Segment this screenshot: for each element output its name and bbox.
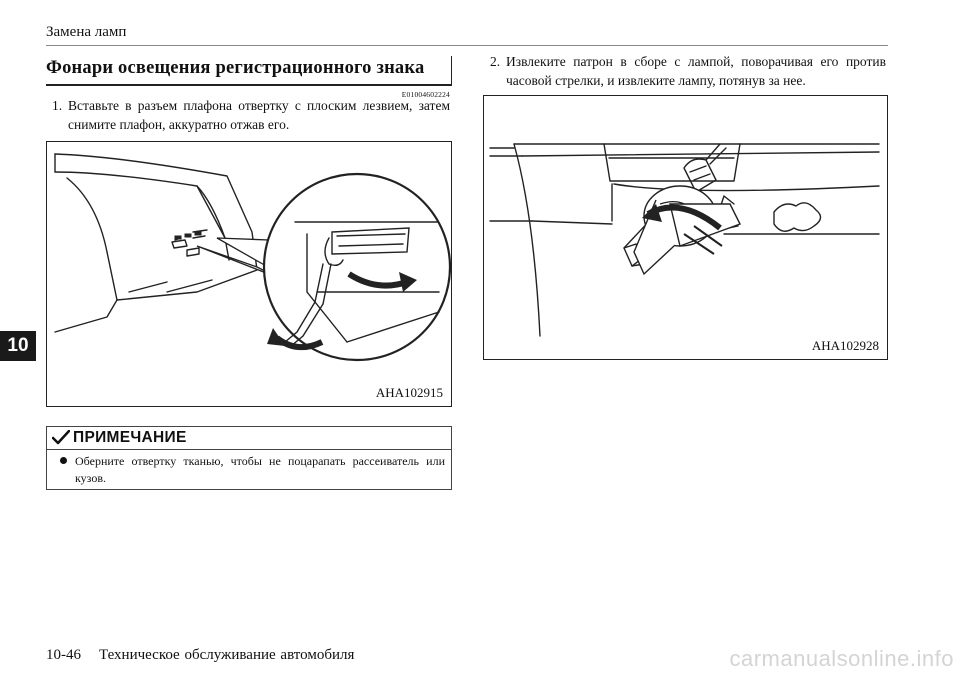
- note-title: ПРИМЕЧАНИЕ: [73, 429, 187, 446]
- section-title-underline: [46, 84, 452, 86]
- watermark: carmanualsonline.info: [729, 646, 954, 671]
- figure-socket-removal: [483, 95, 888, 360]
- step-2-text: Извлеките патрон в сборе с лампой, поворачивая его против часовой стрелки, и извлеките лампу, потянув за нее.: [506, 54, 886, 88]
- step-2-number: 2.: [490, 54, 501, 69]
- bulb-socket-illustration: [484, 96, 887, 359]
- page-footer: [46, 647, 354, 664]
- section-title-bracket: [451, 56, 452, 86]
- note-text: Оберните отвертку тканью, чтобы не поцарапать рассеиватель или кузов.: [75, 454, 445, 485]
- step-1-number: 1.: [52, 98, 63, 113]
- header-divider: [46, 45, 888, 46]
- page-number: 10-46: [46, 647, 81, 663]
- note-header: [47, 427, 451, 450]
- section-code: E01004602224: [401, 90, 450, 99]
- note-box: [46, 426, 452, 490]
- figure-2-code: AHA102928: [811, 338, 879, 353]
- section-title: Фонари освещения регистрационного знака: [46, 58, 425, 78]
- screwdriver-illustration: [47, 142, 451, 406]
- check-icon: [52, 430, 70, 445]
- running-title: Замена ламп: [46, 24, 127, 40]
- footer-title: Техническое обслуживание автомобиля: [99, 647, 355, 663]
- bullet-icon: [60, 457, 67, 464]
- figure-1-code: AHA102915: [375, 385, 443, 400]
- figure-screwdriver-removal: [46, 141, 452, 407]
- step-2: [490, 52, 886, 90]
- step-1: [52, 96, 450, 134]
- step-1-text: Вставьте в разъем плафона отвертку с плоским лезвием, затем снимите плафон, аккуратно отжав его.: [68, 98, 450, 132]
- chapter-tab: 10: [0, 331, 36, 361]
